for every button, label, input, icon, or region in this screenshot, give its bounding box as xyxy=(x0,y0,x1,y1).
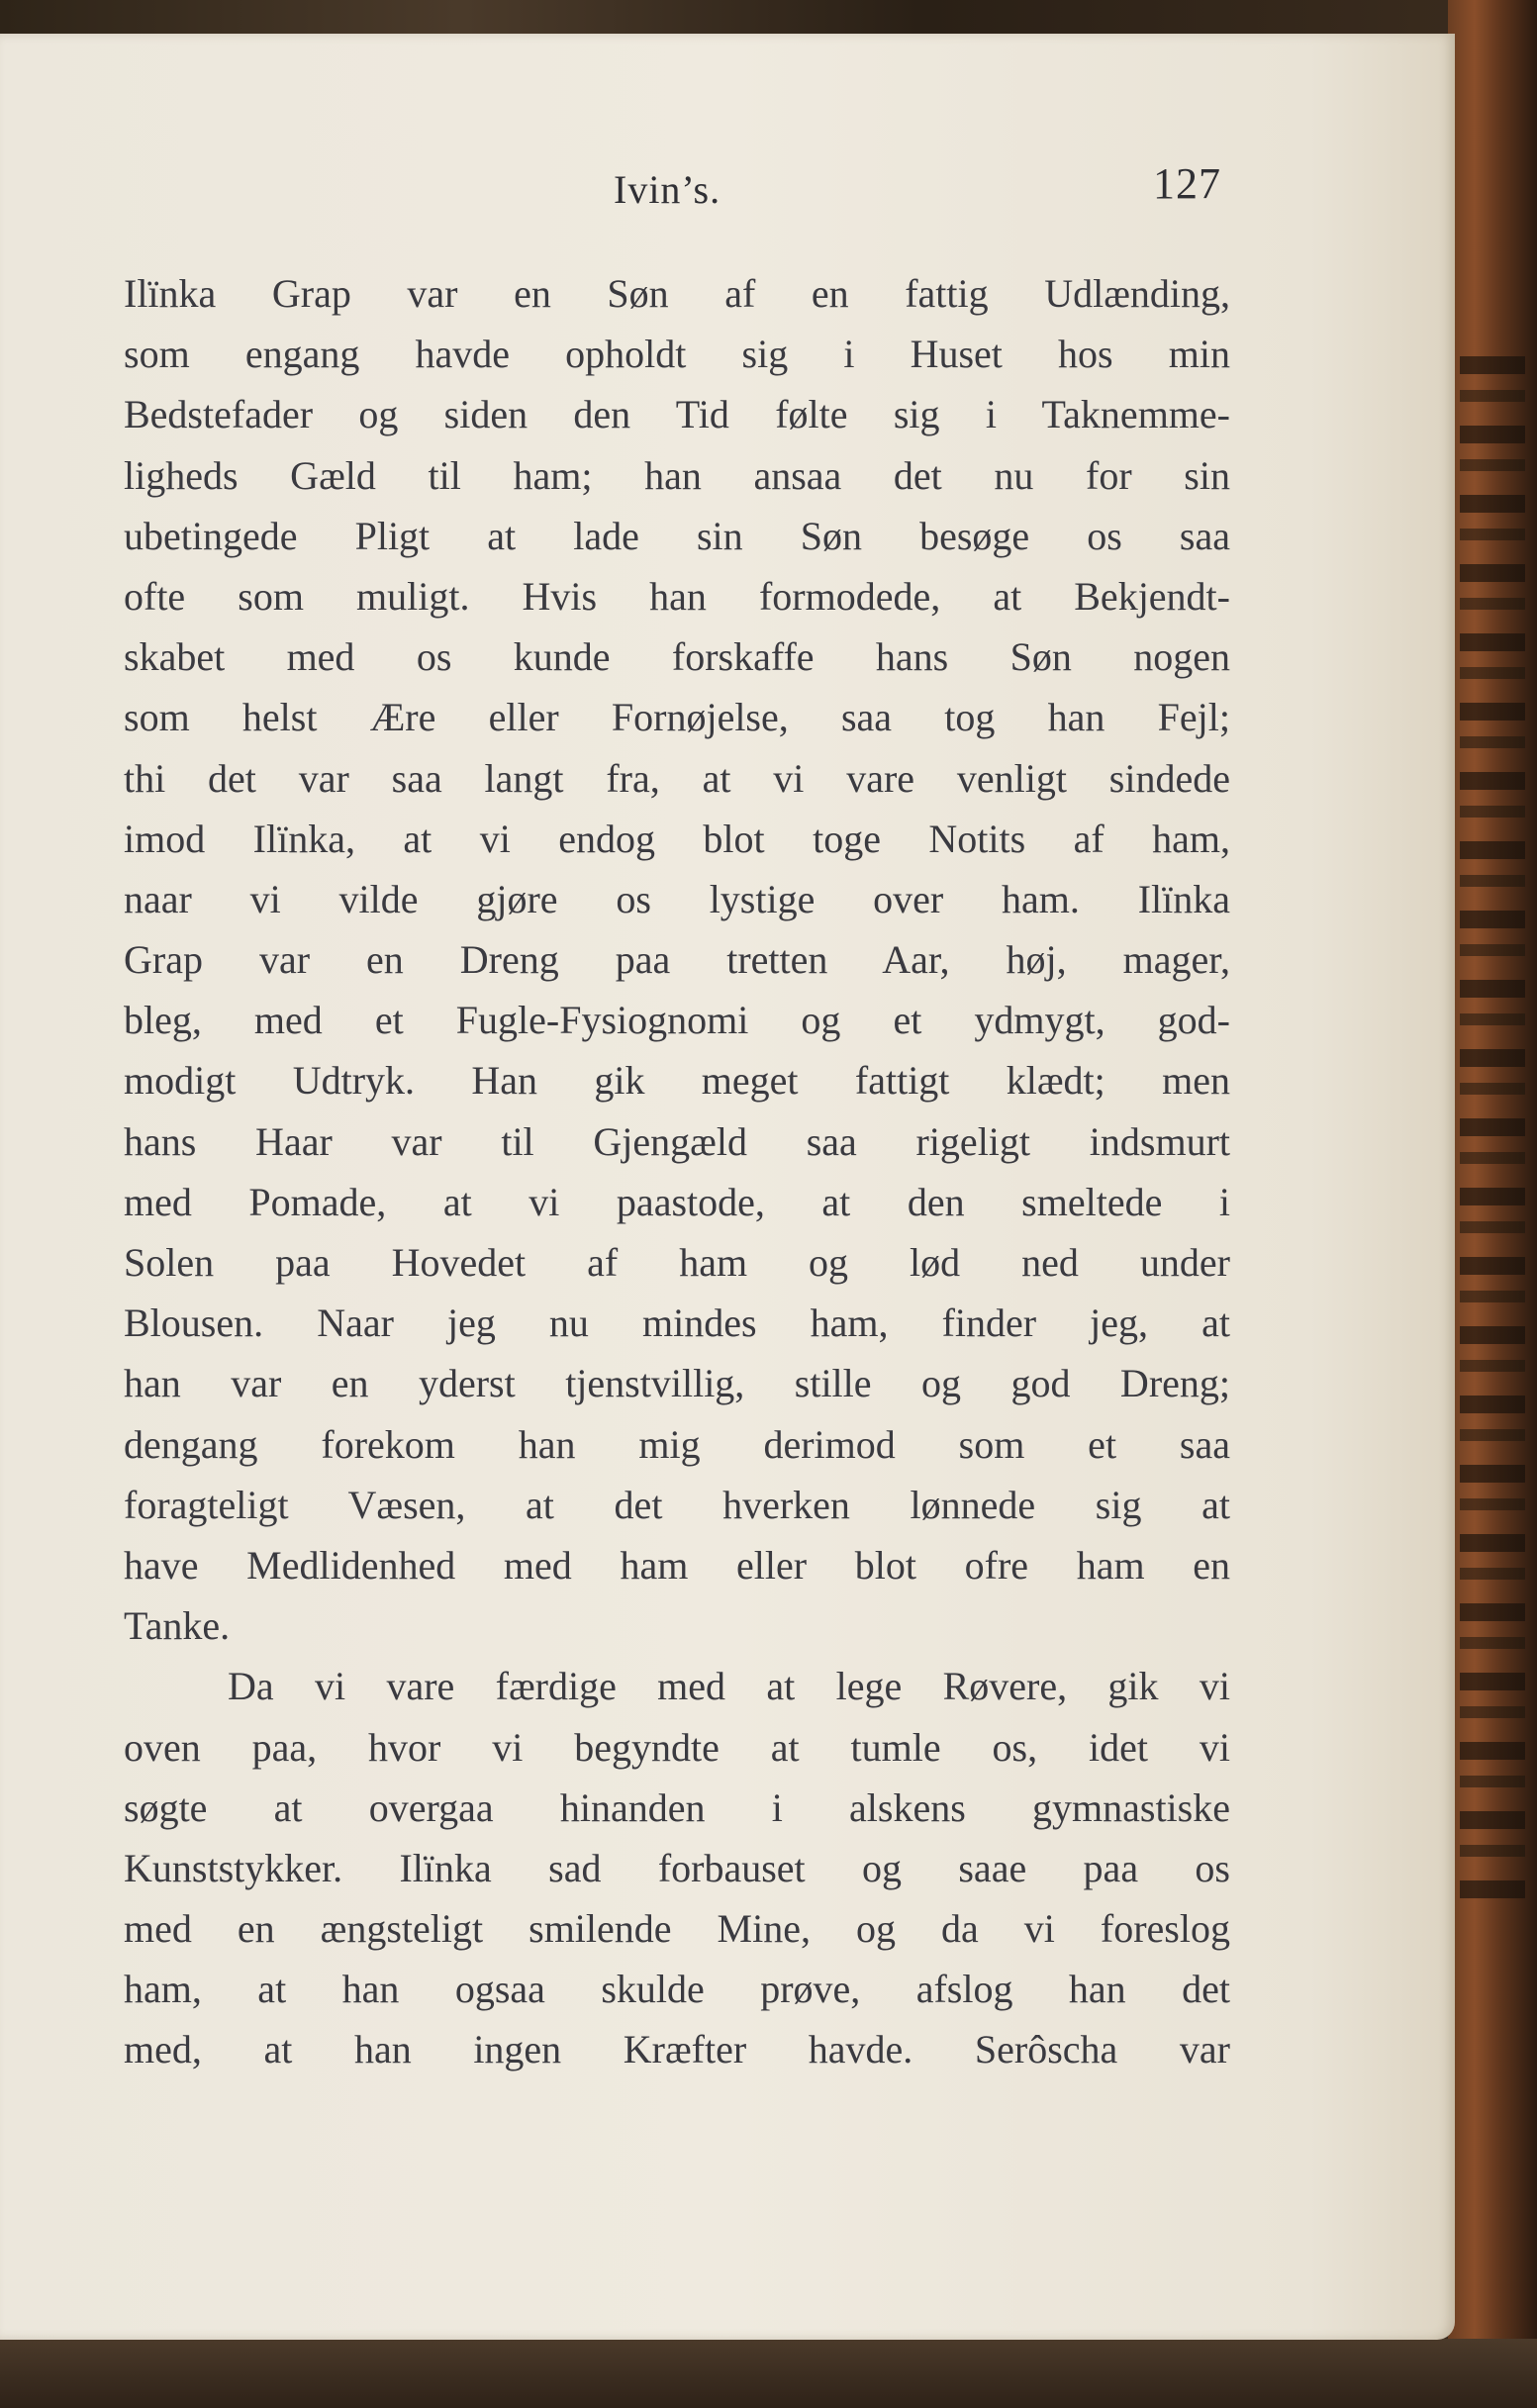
text-line: hans Haar var til Gjengæld saa rigeligt indsmurt xyxy=(124,1118,1230,1164)
paragraph-first-line: Da vi vare færdige med at lege Røvere, gik vi xyxy=(228,1664,1230,1709)
text-line: Blousen. Naar jeg nu mindes ham, finder jeg, at xyxy=(124,1300,1230,1346)
text-line: som helst Ære eller Fornøjelse, saa tog han Fejl; xyxy=(124,695,1230,740)
running-head: Ivin’s. xyxy=(614,167,721,212)
text-line: Grap var en Dreng paa tretten Aar, høj, mager, xyxy=(124,937,1230,983)
text-line: Kunststykker. Ilïnka sad forbauset og saae paa os xyxy=(124,1845,1230,1890)
text-line: modigt Udtryk. Han gik meget fattigt klædt; men xyxy=(124,1058,1230,1104)
text-line: skabet med os kunde forskaffe hans Søn nogen xyxy=(124,634,1230,680)
text-line: Ilïnka Grap var en Søn af en fattig Udlænding, xyxy=(124,271,1230,316)
text-line: imod Ilïnka, at vi endog blot toge Notits af ham, xyxy=(124,816,1230,861)
text-line: med en ængsteligt smilende Mine, og da vi foreslog xyxy=(124,1906,1230,1952)
text-line: med, at han ingen Kræfter havde. Serôscha var xyxy=(124,2027,1230,2072)
page-header xyxy=(0,158,1455,218)
body-text xyxy=(124,263,1230,2080)
text-line: dengang forekom han mig derimod som et saa xyxy=(124,1421,1230,1467)
text-line: som engang havde opholdt sig i Huset hos min xyxy=(124,332,1230,377)
text-line: bleg, med et Fugle-Fysiognomi og et ydmygt, god- xyxy=(124,998,1230,1043)
text-line: Solen paa Hovedet af ham og lød ned under xyxy=(124,1240,1230,1285)
paragraph-last-line: Tanke. xyxy=(124,1603,231,1649)
book-spine xyxy=(1448,0,1537,2408)
text-line: ofte som muligt. Hvis han formodede, at Bekjendt- xyxy=(124,573,1230,619)
book-bottom-edge xyxy=(0,2339,1537,2408)
text-line: thi det var saa langt fra, at vi vare venligt sindede xyxy=(124,755,1230,801)
spine-texture xyxy=(1460,356,1525,1900)
text-line: ubetingede Pligt at lade sin Søn besøge os saa xyxy=(124,513,1230,558)
text-line: med Pomade, at vi paastode, at den smeltede i xyxy=(124,1179,1230,1224)
text-line: naar vi vilde gjøre os lystige over ham. Ilïnka xyxy=(124,876,1230,921)
text-line: Bedstefader og siden den Tid følte sig i Taknemme- xyxy=(124,392,1230,437)
text-line: oven paa, hvor vi begyndte at tumle os, idet vi xyxy=(124,1724,1230,1770)
text-line: ligheds Gæld til ham; han ansaa det nu for sin xyxy=(124,452,1230,498)
text-line: foragteligt Væsen, at det hverken lønnede sig at xyxy=(124,1482,1230,1527)
text-line: han var en yderst tjenstvillig, stille og god Dreng; xyxy=(124,1361,1230,1406)
text-line: ham, at han ogsaa skulde prøve, afslog han det xyxy=(124,1967,1230,2012)
page-number: 127 xyxy=(1153,159,1221,208)
text-line: søgte at overgaa hinanden i alskens gymnastiske xyxy=(124,1784,1230,1830)
text-line: have Medlidenhed med ham eller blot ofre ham en xyxy=(124,1542,1230,1588)
